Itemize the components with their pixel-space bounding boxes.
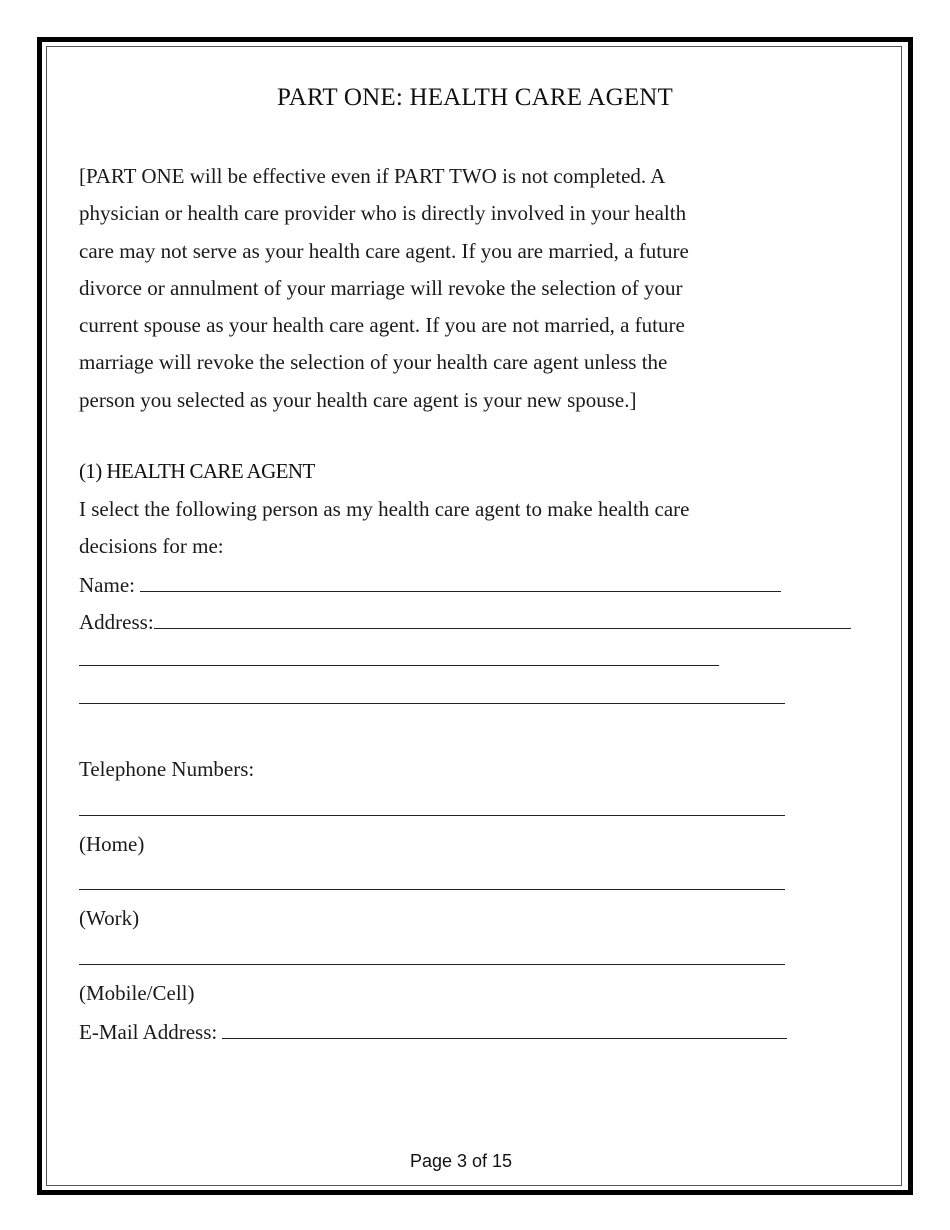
email-field[interactable]	[222, 1018, 787, 1039]
intro-line: person you selected as your health care agent is your new spouse.]	[79, 387, 637, 412]
intro-line: current spouse as your health care agent. If you are not married, a future	[79, 313, 685, 338]
home-phone-field[interactable]	[79, 815, 785, 816]
address-field-row	[79, 608, 851, 635]
name-label: Name:	[79, 573, 141, 597]
intro-line: physician or health care provider who is directly involved in your health	[79, 201, 687, 226]
page-title: PART ONE: HEALTH CARE AGENT	[276, 84, 674, 111]
page-number: Page 3 of 15	[409, 1151, 513, 1171]
intro-line: divorce or annulment of your marriage will revoke the selection of your	[79, 275, 683, 300]
telephone-label: Telephone Numbers:	[79, 757, 255, 781]
address-field-line-2[interactable]	[79, 665, 719, 666]
email-label: E-Mail Address:	[79, 1020, 223, 1044]
name-field-row	[79, 571, 781, 598]
intro-line: marriage will revoke the selection of your health care agent unless the	[79, 350, 668, 375]
section-heading: (1) HEALTH CARE AGENT	[79, 459, 315, 483]
work-phone-label: (Work)	[79, 906, 140, 930]
address-field-line-1[interactable]	[154, 608, 851, 629]
email-field-row	[79, 1018, 787, 1045]
work-phone-field[interactable]	[79, 889, 785, 890]
mobile-phone-field[interactable]	[79, 964, 785, 965]
section-text-line: decisions for me:	[79, 534, 224, 558]
intro-paragraph	[79, 158, 869, 419]
home-phone-label: (Home)	[79, 832, 145, 856]
mobile-phone-label: (Mobile/Cell)	[79, 981, 195, 1005]
intro-line: [PART ONE will be effective even if PART TWO is not completed. A	[79, 164, 666, 188]
name-field[interactable]	[140, 571, 781, 592]
intro-line: care may not serve as your health care agent. If you are married, a future	[79, 238, 689, 263]
address-label: Address:	[79, 610, 154, 634]
address-field-line-3[interactable]	[79, 703, 785, 704]
section-text-line: I select the following person as my health care agent to make health care	[79, 497, 690, 521]
